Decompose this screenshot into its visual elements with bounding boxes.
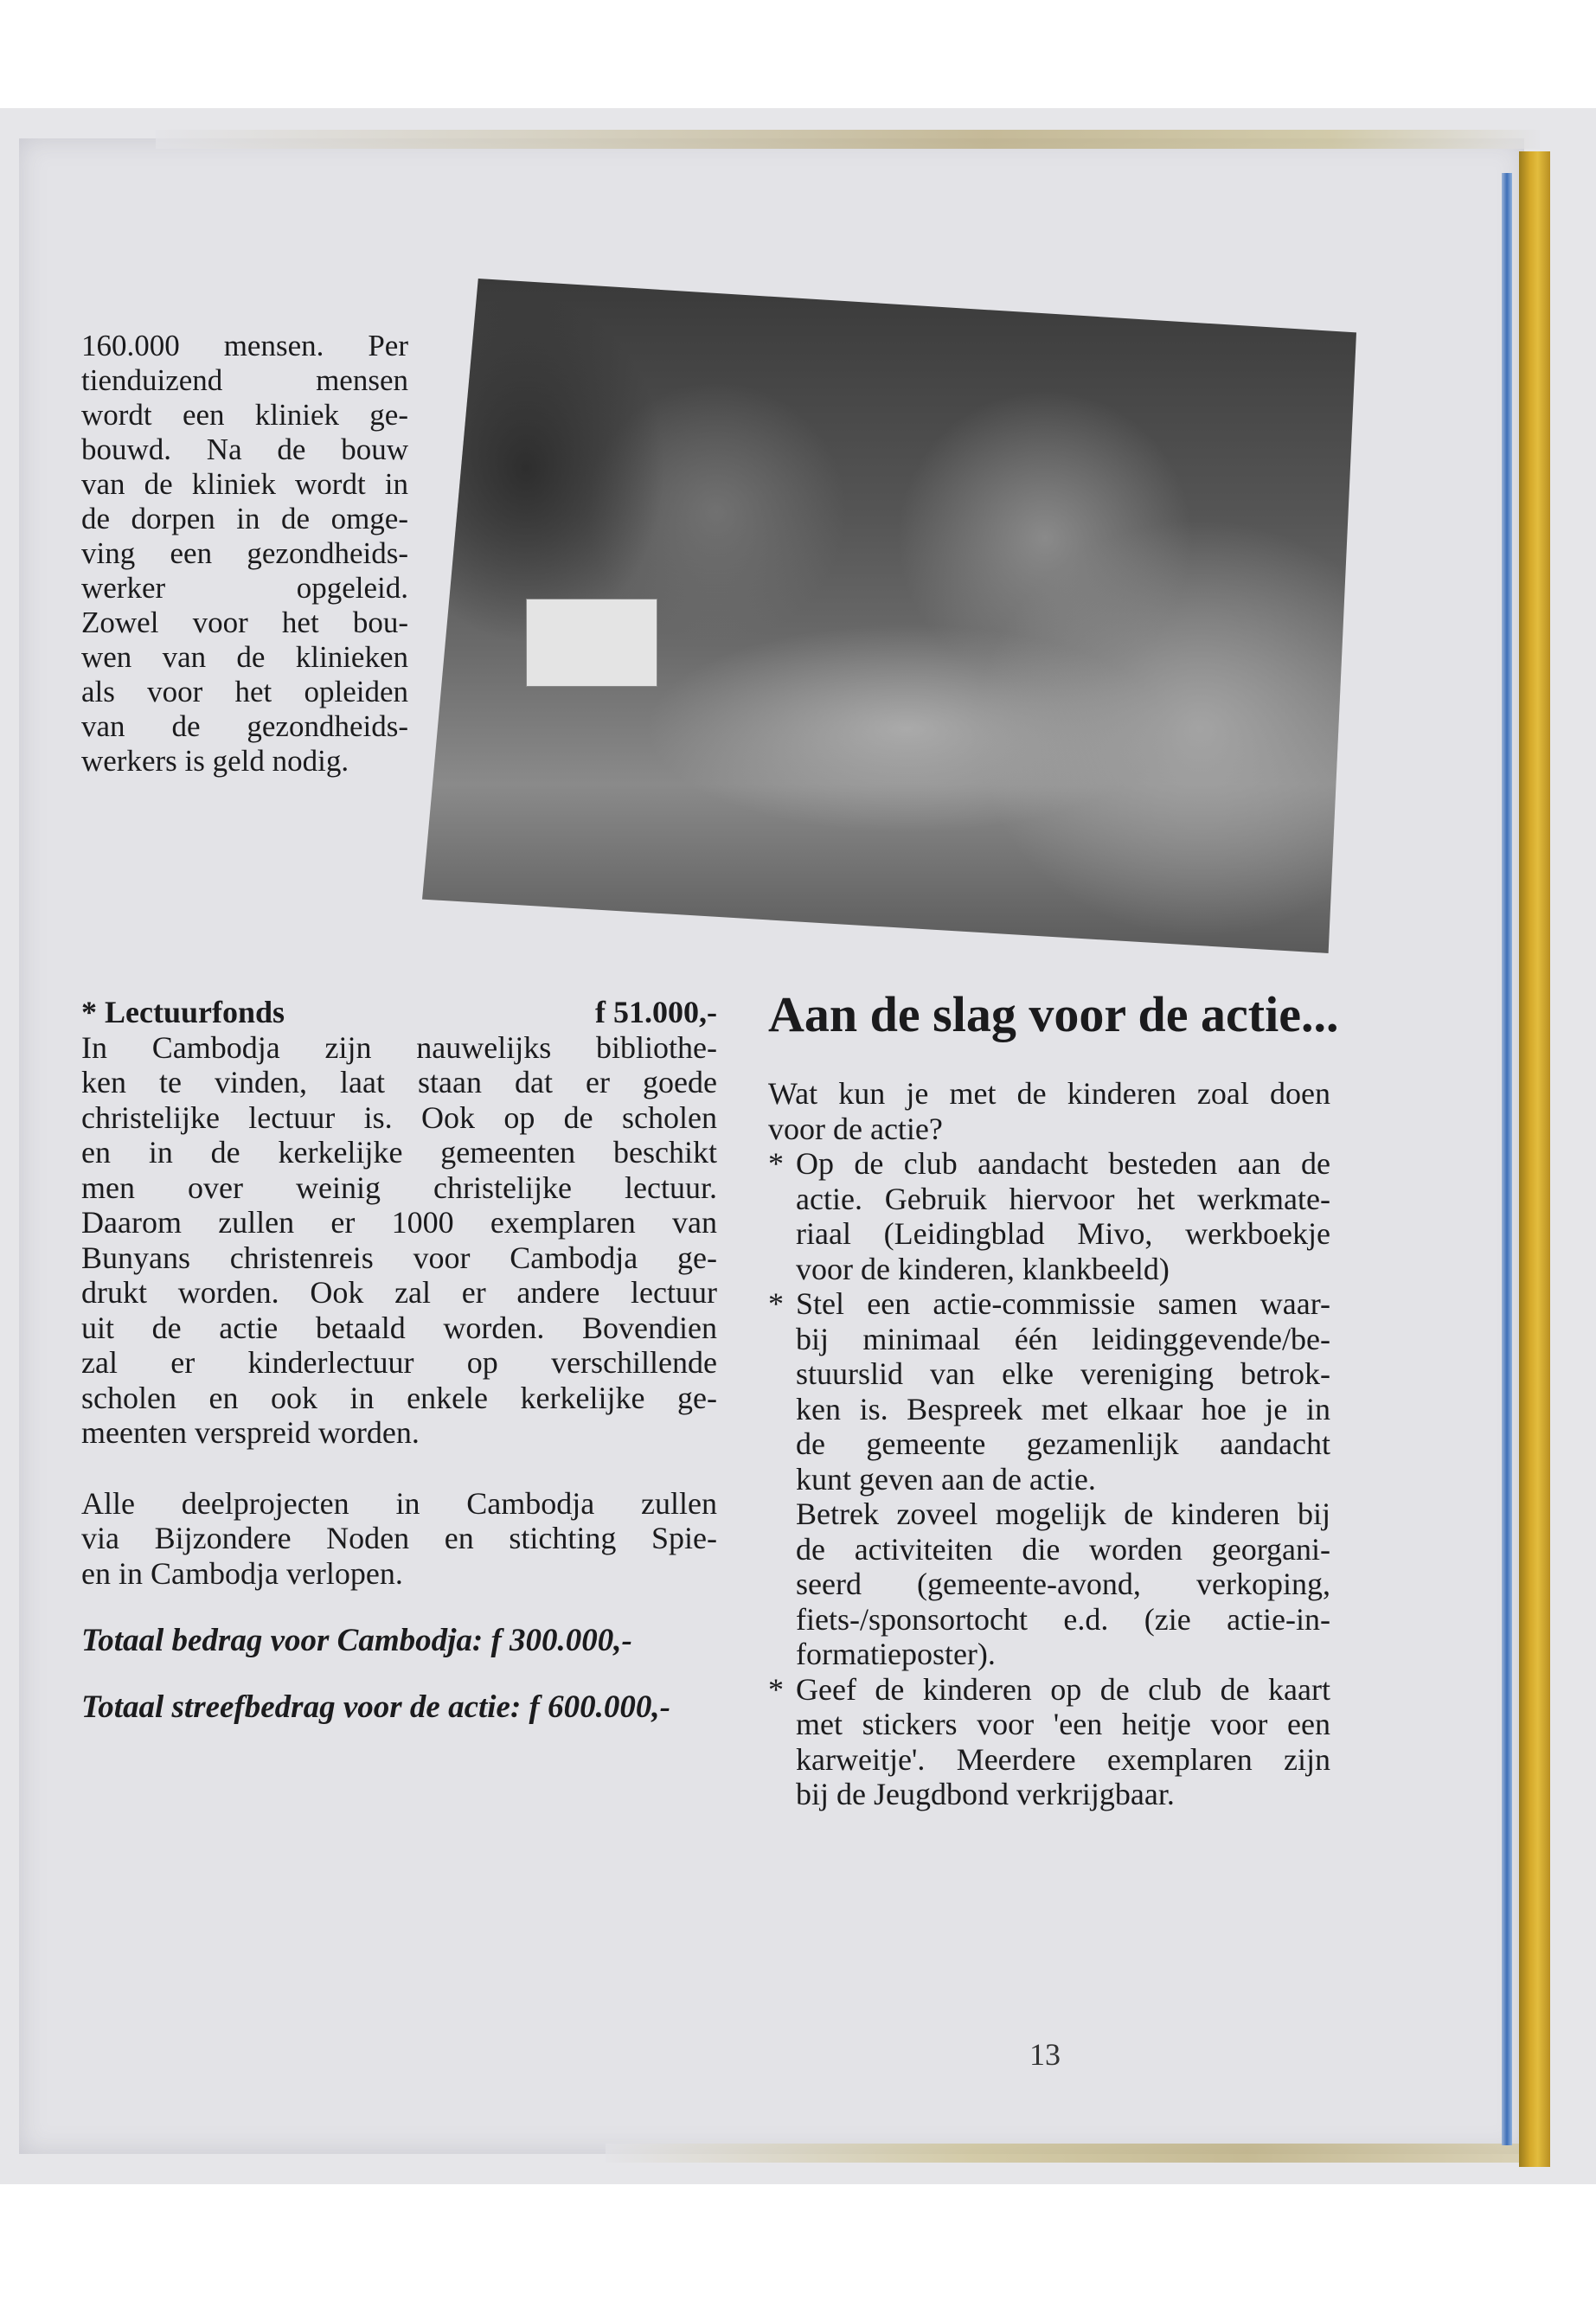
deelprojecten-paragraph <box>81 1486 717 1592</box>
body-line: de gemeente gezamenlijk aandacht <box>796 1426 1330 1461</box>
intro-line: van de kliniek wordt in <box>81 467 408 501</box>
body-line: Betrek zoveel mogelijk de kinderen bij <box>796 1497 1330 1531</box>
body-line: de activiteiten die worden georgani- <box>796 1531 1330 1567</box>
total-actie: Totaal streefbedrag voor de actie: f 600.000,- <box>81 1689 670 1725</box>
body-line: seerd (gemeente-avond, verkoping, <box>796 1567 1330 1601</box>
total-cambodja: Totaal bedrag voor Cambodja: f 300.000,- <box>81 1623 632 1658</box>
intro-line: 160.000 mensen. Per <box>81 329 408 362</box>
actie-section <box>768 986 1339 1812</box>
intro-line: Zowel voor het bou- <box>81 606 408 639</box>
body-line: en in de kerkelijke gemeenten beschikt <box>81 1135 717 1170</box>
bullet-marker: * <box>768 1671 784 1707</box>
intro-line: de dorpen in de omge- <box>81 502 408 535</box>
actie-heading: Aan de slag voor de actie... <box>768 986 1339 1042</box>
intro-line: wen van de klinieken <box>81 640 408 674</box>
actie-bullet-3 <box>768 1672 1330 1812</box>
body-line: riaal (Leidingblad Mivo, werkboekje <box>796 1216 1330 1251</box>
body-line: men over weinig christelijke lectuur. <box>81 1170 717 1205</box>
intro-line: werkers is geld nodig. <box>81 744 349 778</box>
intro-line: ving een gezondheids- <box>81 536 408 570</box>
body-line: zal er kinderlectuur op verschillende <box>81 1345 717 1380</box>
lectuurfonds-amount: f 51.000,- <box>595 995 717 1029</box>
body-line: Wat kun je met de kinderen zoal doen <box>768 1076 1330 1111</box>
intro-line: als voor het opleiden <box>81 675 408 708</box>
bullet-marker: * <box>768 1286 784 1321</box>
body-line: actie. Gebruik hiervoor het werkmate- <box>796 1181 1330 1216</box>
intro-line: van de gezondheids- <box>81 709 408 743</box>
body-line: via Bijzondere Noden en stichting Spie- <box>81 1521 717 1555</box>
body-line: Op de club aandacht besteden aan de <box>796 1146 1330 1181</box>
actie-bullet-1 <box>768 1146 1330 1286</box>
body-line: drukt worden. Ook zal er andere lectuur <box>81 1275 717 1310</box>
cover-blue-edge <box>1502 173 1512 2145</box>
body-line: In Cambodja zijn nauwelijks bibliothe- <box>81 1029 717 1065</box>
actie-bullet-2 <box>768 1286 1330 1672</box>
lectuurfonds-section <box>81 995 717 1725</box>
actie-intro <box>768 1076 1330 1146</box>
body-line: christelijke lectuur is. Ook op de scholen <box>81 1099 717 1135</box>
body-line: karweitje'. Meerdere exemplaren zijn <box>796 1741 1330 1777</box>
gold-binding <box>1519 151 1550 2167</box>
intro-text <box>81 329 408 779</box>
lectuurfonds-body <box>81 1030 717 1451</box>
body-line: Geef de kinderen op de club de kaart <box>796 1671 1330 1707</box>
page-number: 13 <box>1029 2037 1061 2072</box>
body-line: Daarom zullen er 1000 exemplaren van <box>81 1205 717 1240</box>
body-line: met stickers voor 'een heitje voor een <box>796 1707 1330 1741</box>
lectuurfonds-heading <box>81 995 717 1030</box>
body-line: Alle deelprojecten in Cambodja zullen <box>81 1485 717 1521</box>
intro-line: wordt een kliniek ge- <box>81 398 408 432</box>
body-line: bij minimaal één leidinggevende/be- <box>796 1321 1330 1356</box>
page-top-edge <box>156 130 1540 149</box>
body-line: meenten verspreid worden. <box>81 1415 420 1450</box>
children-crafting-photo <box>422 279 1356 953</box>
body-line: uit de actie betaald worden. Bovendien <box>81 1310 717 1345</box>
body-line: kunt geven aan de actie. <box>796 1461 1096 1497</box>
photo-paper-card <box>526 599 657 687</box>
intro-line: bouwd. Na de bouw <box>81 433 408 466</box>
body-line: bij de Jeugdbond verkrijgbaar. <box>796 1777 1175 1811</box>
body-line: fiets-/sponsortocht e.d. (zie actie-in- <box>796 1601 1330 1637</box>
intro-line: werker opgeleid. <box>81 571 408 605</box>
body-line: voor de actie? <box>768 1111 943 1146</box>
body-line: ken te vinden, laat staan dat er goede <box>81 1065 717 1099</box>
body-line: Stel een actie-commissie samen waar- <box>796 1286 1330 1321</box>
page-bottom-edge <box>606 2144 1522 2163</box>
body-line: ken is. Bespreek met elkaar hoe je in <box>796 1391 1330 1426</box>
lectuurfonds-label: * Lectuurfonds <box>81 995 285 1029</box>
body-line: formatieposter). <box>796 1637 996 1671</box>
body-line: Bunyans christenreis voor Cambodja ge- <box>81 1240 717 1275</box>
body-line: stuurslid van elke vereniging betrok- <box>796 1356 1330 1391</box>
bullet-marker: * <box>768 1146 784 1181</box>
body-line: voor de kinderen, klankbeeld) <box>796 1251 1170 1286</box>
body-line: en in Cambodja verlopen. <box>81 1555 403 1591</box>
body-line: scholen en ook in enkele kerkelijke ge- <box>81 1380 717 1415</box>
intro-line: tienduizend mensen <box>81 363 408 397</box>
